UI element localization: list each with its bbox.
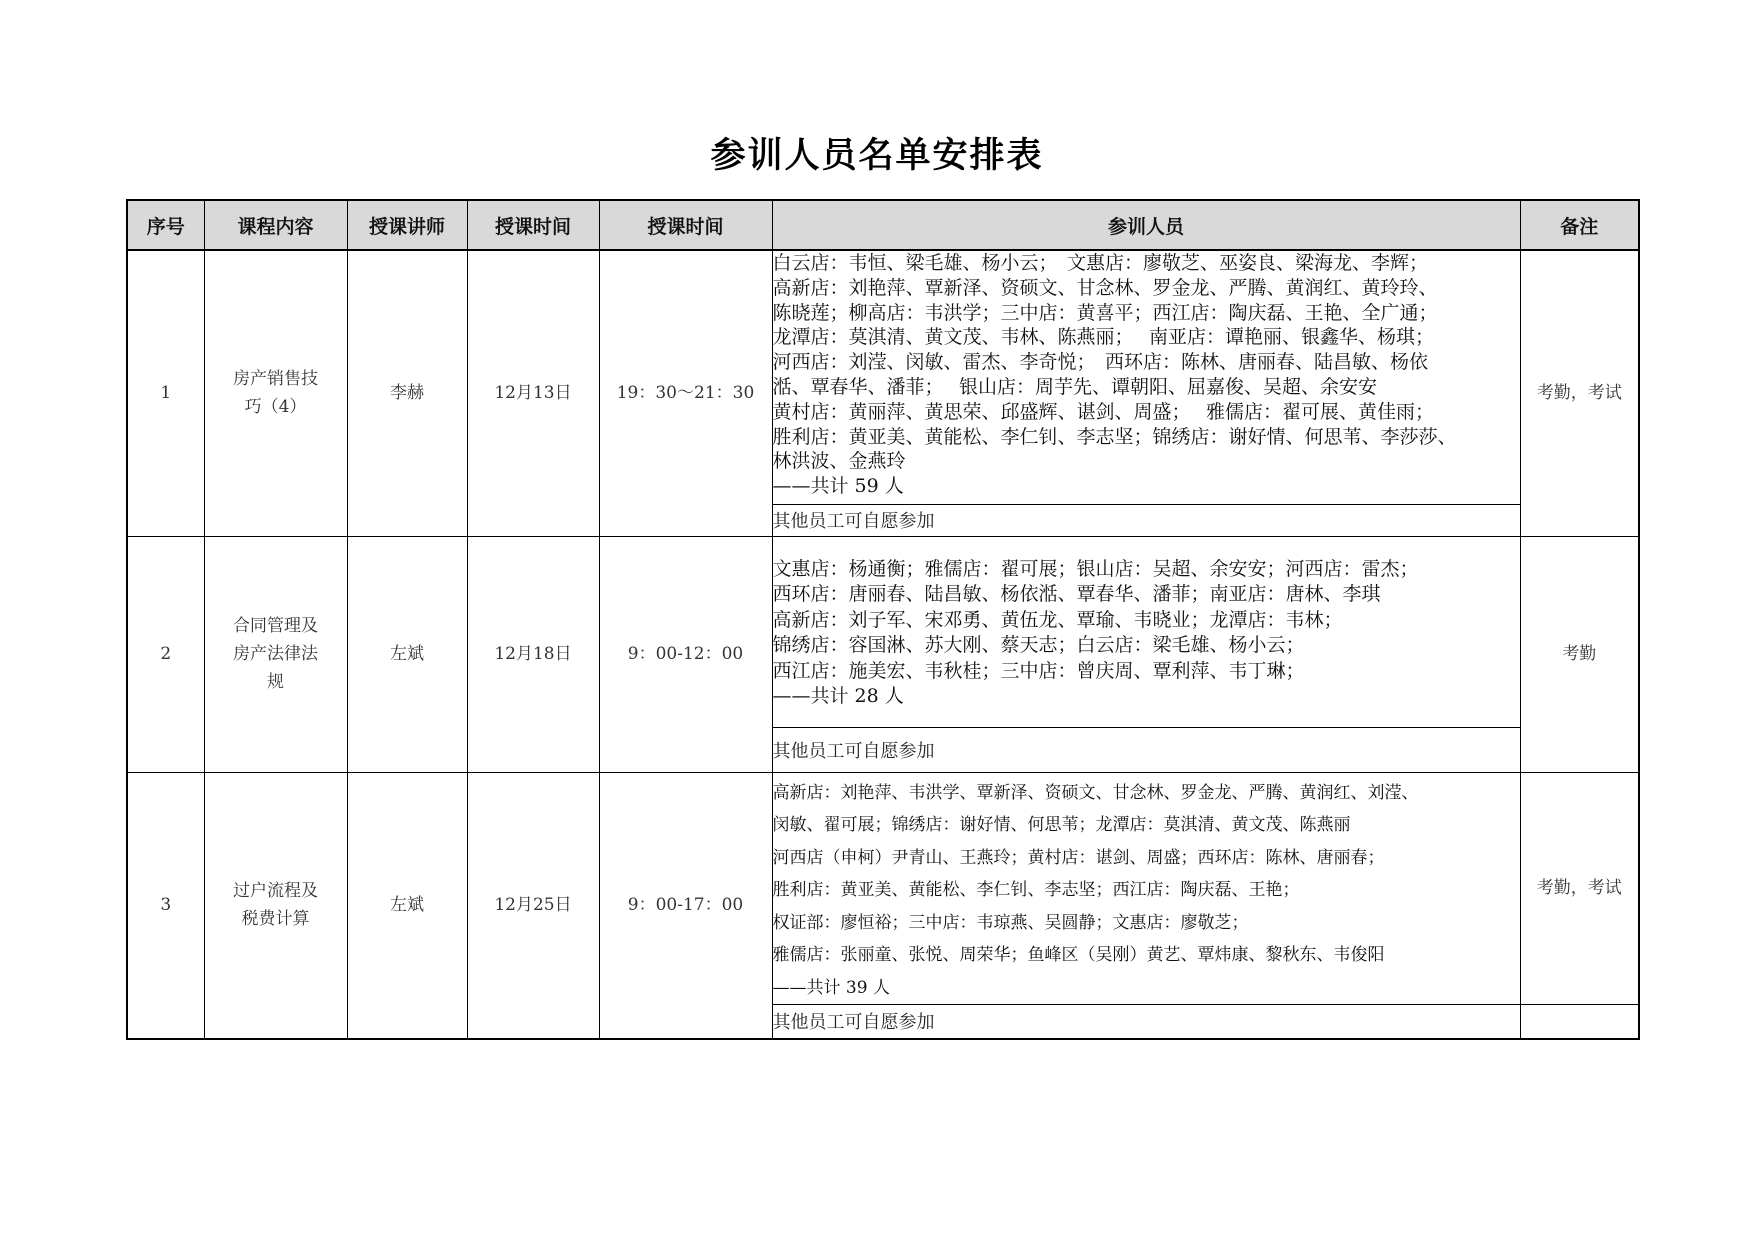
participant-line: 高新店：刘艳萍、覃新泽、资硕文、甘念林、罗金龙、严腾、黄润红、黄玲玲、	[772, 276, 1438, 299]
table-row	[127, 772, 1639, 1005]
row-course	[204, 772, 347, 1039]
participant-line: 黄村店：黄丽萍、黄思荣、邱盛辉、谌剑、周盛； 雅儒店：翟可展、黄佳雨；	[772, 400, 1435, 423]
row-no: 3	[127, 772, 204, 1039]
table-header-row	[127, 200, 1639, 250]
row-teacher: 左斌	[347, 536, 467, 772]
empty-remark-cell	[1520, 1005, 1639, 1039]
row-course-text: 过户流程及税费计算	[233, 881, 318, 929]
row-date: 12月18日	[467, 536, 599, 772]
row-no: 2	[127, 536, 204, 772]
participants-cell	[772, 250, 1520, 504]
participants-cell	[772, 772, 1520, 1005]
row-course	[204, 536, 347, 772]
training-schedule-table	[126, 199, 1640, 1040]
participant-line: 湉、覃春华、潘菲； 银山店：周芋先、谭朝阳、屈嘉俊、吴超、余安安	[772, 375, 1378, 398]
table-row	[127, 536, 1639, 727]
participant-line: 权证部：廖恒裕；三中店：韦琼燕、吴圆静；文惠店：廖敬芝；	[772, 912, 1249, 933]
participant-line: 胜利店：黄亚美、黄能松、李仁钊、李志坚；锦绣店：谢好情、何思苇、李莎莎、	[772, 425, 1457, 448]
participant-line: 西环店：唐丽春、陆昌敏、杨依湉、覃春华、潘菲；南亚店：唐林、李琪	[772, 583, 1381, 605]
row-teacher: 左斌	[347, 772, 467, 1039]
participant-line: 河西店（申柯）尹青山、王燕玲；黄村店：谌剑、周盛；西环店：陈林、唐丽春；	[772, 847, 1385, 868]
participant-line: 雅儒店：张丽童、张悦、周荣华；鱼峰区（吴刚）黄艺、覃炜康、黎秋东、韦俊阳	[772, 945, 1385, 965]
row-no: 1	[127, 250, 204, 536]
header-time: 授课时间	[599, 200, 772, 250]
row-remark: 考勤	[1520, 536, 1639, 772]
row-course-text: 房产销售技巧（4）	[233, 369, 318, 418]
row-time: 9：00-17：00	[599, 772, 772, 1039]
header-remark: 备注	[1520, 200, 1639, 250]
participant-line: 白云店：韦恒、梁毛雄、杨小云； 文惠店：廖敬芝、巫姿良、梁海龙、李辉；	[772, 252, 1429, 274]
participant-total: ——共计 59 人	[772, 475, 904, 498]
participant-line: 高新店：刘子军、宋邓勇、黄伍龙、覃瑜、韦晓业；龙潭店：韦林；	[772, 608, 1343, 631]
participant-line: 龙潭店：莫淇清、黄文茂、韦林、陈燕丽； 南亚店：谭艳丽、银鑫华、杨琪；	[772, 326, 1435, 349]
header-teacher: 授课讲师	[347, 200, 467, 250]
row-remark: 考勤，考试	[1520, 250, 1639, 536]
voluntary-note: 其他员工可自愿参加	[772, 504, 1520, 536]
header-course: 课程内容	[204, 200, 347, 250]
row-time: 19：30～21：30	[599, 250, 772, 536]
participant-line: 闵敏、翟可展；锦绣店：谢好情、何思苇；龙潭店：莫淇清、黄文茂、陈燕丽	[772, 815, 1351, 835]
header-date: 授课时间	[467, 200, 599, 250]
participant-total: ——共计 39 人	[772, 977, 890, 998]
participant-line: 胜利店：黄亚美、黄能松、李仁钊、李志坚；西江店：陶庆磊、王艳；	[772, 880, 1300, 900]
participant-line: 林洪波、金燕玲	[772, 450, 906, 473]
table-row	[127, 250, 1639, 504]
row-teacher: 李赫	[347, 250, 467, 536]
row-course	[204, 250, 347, 536]
page-title: 参训人员名单安排表	[710, 135, 1044, 176]
header-no: 序号	[127, 200, 204, 250]
participant-line: 文惠店：杨通衡；雅儒店：翟可展；银山店：吴超、余安安；河西店：雷杰；	[772, 557, 1419, 580]
participant-line: 河西店：刘滢、闵敏、雷杰、李奇悦； 西环店：陈林、唐丽春、陆昌敏、杨依	[772, 351, 1429, 374]
participant-total: ——共计 28 人	[772, 685, 904, 707]
row-course-text: 合同管理及房产法律法规	[233, 616, 318, 692]
voluntary-note: 其他员工可自愿参加	[772, 727, 1520, 772]
row-date: 12月25日	[467, 772, 599, 1039]
row-time: 9：00-12：00	[599, 536, 772, 772]
participant-line: 陈晓莲；柳高店：韦洪学；三中店：黄喜平；西江店：陶庆磊、王艳、全广通；	[772, 301, 1438, 324]
row-date: 12月13日	[467, 250, 599, 536]
participants-cell	[772, 536, 1520, 727]
participant-line: 高新店：刘艳萍、韦洪学、覃新泽、资硕文、甘念林、罗金龙、严腾、黄润红、刘滢、	[772, 782, 1419, 803]
header-participants: 参训人员	[772, 200, 1520, 250]
voluntary-note: 其他员工可自愿参加	[772, 1005, 1520, 1039]
participant-line: 锦绣店：容国淋、苏大刚、蔡天志；白云店：梁毛雄、杨小云；	[772, 634, 1305, 656]
participant-line: 西江店：施美宏、韦秋桂；三中店：曾庆周、覃利萍、韦丁琳；	[772, 659, 1305, 682]
row-remark: 考勤，考试	[1520, 772, 1639, 1005]
